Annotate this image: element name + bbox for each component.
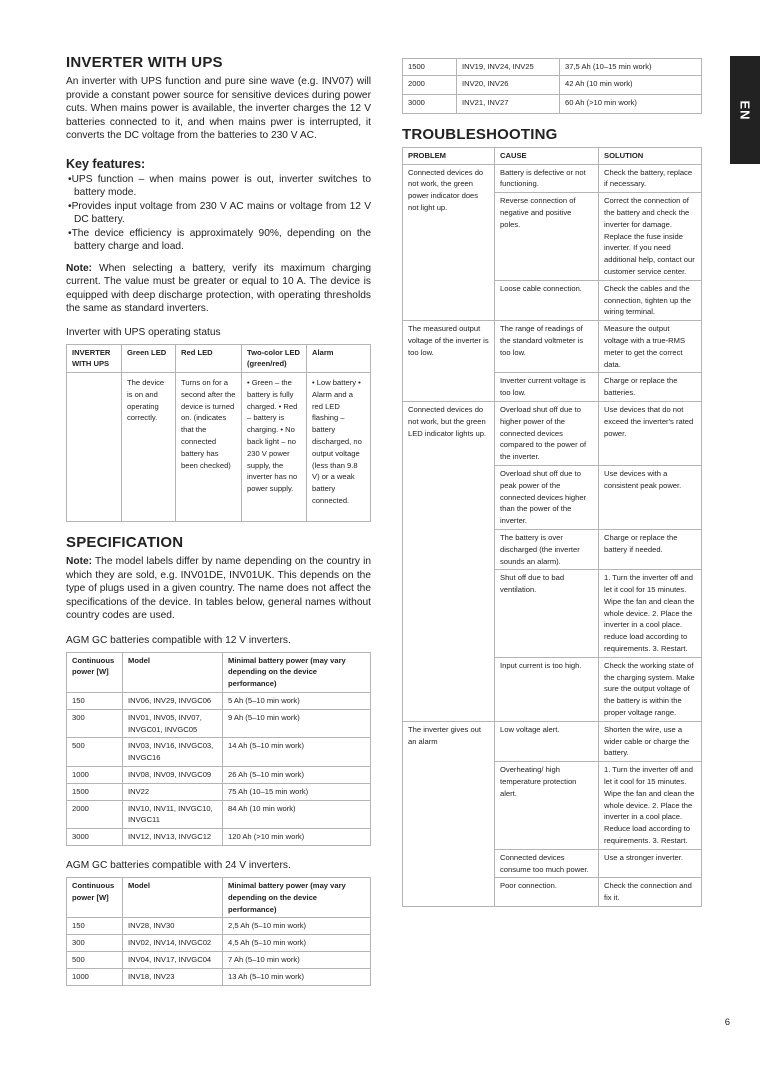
feature-item: • UPS function – when mains power is out, inverter switches to battery mode. <box>66 173 371 200</box>
table-cell: INV10, INV11, INVGC10, INVGC11 <box>123 800 223 829</box>
table-cell: 2,5 Ah (5–10 min work) <box>223 918 371 935</box>
table-row <box>67 692 371 709</box>
features-list <box>66 173 371 254</box>
left-column <box>66 54 371 986</box>
header-cell: Alarm <box>307 344 371 373</box>
battery-table-12v <box>66 652 371 846</box>
language-label: EN <box>737 99 753 121</box>
table-cell: • Low battery • Alarm and a red LED flashing – battery discharged, no output voltage (less than 9.8 V) or a weak battery connected. <box>307 373 371 522</box>
header-cell: Continuous power [W] <box>67 877 123 917</box>
table-cell: 4,5 Ah (5–10 min work) <box>223 935 371 952</box>
table-header-row <box>67 877 371 917</box>
table-cell <box>67 373 122 522</box>
table-cell: INV03, INV16, INVGC03, INVGC16 <box>123 738 223 767</box>
table-row <box>67 935 371 952</box>
table-cell: INV01, INV05, INV07, INVGC01, INVGC05 <box>123 709 223 738</box>
feature-item: • Provides input voltage from 230 V AC mains or voltage from 12 V DC battery. <box>66 200 371 227</box>
table-cell: 500 <box>67 738 123 767</box>
solution-cell: Check the connection and fix it. <box>599 878 702 907</box>
table-row <box>403 94 702 113</box>
table-header-row <box>403 147 702 164</box>
troubleshooting-table <box>402 147 702 907</box>
table-row <box>67 783 371 800</box>
cause-cell: Battery is defective or not functioning. <box>495 164 599 193</box>
table-cell: 300 <box>67 709 123 738</box>
right-column <box>402 58 702 907</box>
header-cell: SOLUTION <box>599 147 702 164</box>
header-cell: Continuous power [W] <box>67 652 123 692</box>
table-row <box>403 321 702 373</box>
cause-cell: The range of readings of the standard voltmeter is too low. <box>495 321 599 373</box>
table-cell: 37,5 Ah (10–15 min work) <box>560 59 702 76</box>
table-cell: 300 <box>67 935 123 952</box>
table-cell: INV28, INV30 <box>123 918 223 935</box>
specification-title: SPECIFICATION <box>66 534 184 552</box>
table-cell: 120 Ah (>10 min work) <box>223 829 371 846</box>
table-cell: 26 Ah (5–10 min work) <box>223 766 371 783</box>
table-row <box>67 709 371 738</box>
table-cell: 500 <box>67 951 123 968</box>
troubleshooting-title: TROUBLESHOOTING <box>402 125 558 143</box>
table-cell: INV08, INV09, INVGC09 <box>123 766 223 783</box>
table-row <box>403 721 702 761</box>
table-cell: 3000 <box>67 829 123 846</box>
table-row <box>67 373 371 522</box>
header-cell: CAUSE <box>495 147 599 164</box>
table12-caption: AGM GC batteries compatible with 12 V inverters. <box>66 634 291 646</box>
table-row <box>67 738 371 767</box>
table-row <box>403 401 702 465</box>
table-cell: Turns on for a second after the device is turned on. (indicates that the connected battery has been checked) <box>176 373 242 522</box>
header-cell: Red LED <box>176 344 242 373</box>
table-cell: 1000 <box>67 766 123 783</box>
header-cell: Green LED <box>122 344 176 373</box>
note-text: When selecting a battery, verify its maximum charging current. The value must be greater or equal to 10 A. The device is equipped with deep discharge protection, with operating thresholds the same as standard inverters. <box>66 262 371 314</box>
battery-table-24v <box>66 877 371 986</box>
table-row <box>67 918 371 935</box>
table-cell: 5 Ah (5–10 min work) <box>223 692 371 709</box>
table-cell: The device is on and operating correctly. <box>122 373 176 522</box>
solution-cell: Check the battery, replace if necessary. <box>599 164 702 193</box>
table-cell: • Green – the battery is fully charged. • Red – battery is charging. • No back light – no 230 V power supply, the inverter has no power supply. <box>242 373 307 522</box>
cause-cell: Loose cable connection. <box>495 280 599 320</box>
cause-cell: Overheating/ high temperature protection alert. <box>495 762 599 850</box>
table-cell: 84 Ah (10 min work) <box>223 800 371 829</box>
cause-cell: The battery is over discharged (the inverter sounds an alarm). <box>495 529 599 569</box>
table-cell: 1500 <box>67 783 123 800</box>
solution-cell: Use devices that do not exceed the inverter's rated power. <box>599 401 702 465</box>
table-row <box>403 59 702 76</box>
table-header-row <box>67 652 371 692</box>
header-cell: Model <box>123 877 223 917</box>
table-header-row <box>67 344 371 373</box>
table-cell: 150 <box>67 918 123 935</box>
cause-cell: Connected devices consume too much power. <box>495 849 599 878</box>
solution-cell: 1. Turn the inverter off and let it cool for 15 minutes. Wipe the fan and clean the whole device. 2. Place the inverter in a cool place. Reduce load according to requirements. 3. Restart. <box>599 762 702 850</box>
table-cell: 60 Ah (>10 min work) <box>560 94 702 113</box>
cause-cell: Poor connection. <box>495 878 599 907</box>
language-tab <box>730 56 760 164</box>
table-cell: INV19, INV24, INV25 <box>457 59 560 76</box>
status-caption: Inverter with UPS operating status <box>66 326 221 338</box>
table-cell: 150 <box>67 692 123 709</box>
problem-cell: Connected devices do not work, but the green LED indicator lights up. <box>403 401 495 721</box>
cause-cell: Overload shut off due to higher power of the connected devices compared to the power of the inverter. <box>495 401 599 465</box>
battery-table-24v-continued <box>402 58 702 114</box>
table-cell: INV06, INV29, INVGC06 <box>123 692 223 709</box>
solution-cell: Use a stronger inverter. <box>599 849 702 878</box>
solution-cell: Charge or replace the battery if needed. <box>599 529 702 569</box>
table-cell: 1000 <box>67 968 123 985</box>
header-cell: Minimal battery power (may vary depending on the device performance) <box>223 652 371 692</box>
inverter-ups-title: INVERTER WITH UPS <box>66 54 223 71</box>
feature-item: • The device efficiency is approximately 90%, depending on the battery charge and load. <box>66 227 371 254</box>
table-cell: 9 Ah (5–10 min work) <box>223 709 371 738</box>
page-number: 6 <box>724 1017 730 1028</box>
note-text: The model labels differ by name depending on the country in which they are sold, e.g. INV01DE, INV01UK. This depends on the type of plugs used in a given country. The name does not affect the specifications of the device. In tables below, general names without country codes are used. <box>66 556 371 622</box>
cause-cell: Reverse connection of negative and positive poles. <box>495 193 599 281</box>
table-row <box>67 766 371 783</box>
table-cell: 75 Ah (10–15 min work) <box>223 783 371 800</box>
cause-cell: Low voltage alert. <box>495 721 599 761</box>
solution-cell: Check the working state of the charging system. Make sure the output voltage of the battery is within the proper voltage range. <box>599 657 702 721</box>
table-cell: 42 Ah (10 min work) <box>560 75 702 94</box>
header-cell: Minimal battery power (may vary depending on the device performance) <box>223 877 371 917</box>
table-row <box>67 968 371 985</box>
problem-cell: The inverter gives out an alarm <box>403 721 495 906</box>
problem-cell: The measured output voltage of the inverter is too low. <box>403 321 495 402</box>
solution-cell: Correct the connection of the battery and check the inverter for damage. Replace the fuse inside inverter. If you need additional help, contact our customer service center. <box>599 193 702 281</box>
cause-cell: Shut off due to bad ventilation. <box>495 570 599 658</box>
table-cell: 7 Ah (5–10 min work) <box>223 951 371 968</box>
table-row <box>403 164 702 193</box>
solution-cell: 1. Turn the inverter off and let it cool for 15 minutes. Wipe the fan and clean the whole device. 2. Place the inverter in a cool place. reduce load according to requirements. 3. Restart. <box>599 570 702 658</box>
spec-note <box>66 555 371 623</box>
table-cell: 2000 <box>67 800 123 829</box>
table-cell: INV22 <box>123 783 223 800</box>
header-cell: PROBLEM <box>403 147 495 164</box>
inverter-ups-intro: An inverter with UPS function and pure sine wave (e.g. INV07) will provide a constant power source for sensitive devices during power cuts. When mains power is available, the inverter charges the 12 V batteries connected to it, and when mains pwer is interrupted, it converts the DC voltage from the batteries to 230 V AC. <box>66 76 371 141</box>
cause-cell: Input current is too high. <box>495 657 599 721</box>
problem-cell: Connected devices do not work, the green power indicator does not light up. <box>403 164 495 321</box>
table-cell: INV04, INV17, INVGC04 <box>123 951 223 968</box>
table-row <box>67 829 371 846</box>
battery-note <box>66 262 371 316</box>
table-row <box>67 951 371 968</box>
cause-cell: Overload shut off due to peak power of the connected devices higher than the power of the inverter. <box>495 465 599 529</box>
solution-cell: Charge or replace the batteries. <box>599 373 702 402</box>
solution-cell: Use devices with a consistent peak power. <box>599 465 702 529</box>
table-cell: 14 Ah (5–10 min work) <box>223 738 371 767</box>
table-row <box>67 800 371 829</box>
cause-cell: Inverter current voltage is too low. <box>495 373 599 402</box>
solution-cell: Measure the output voltage with a true-RMS meter to get the correct data. <box>599 321 702 373</box>
table-cell: 13 Ah (5–10 min work) <box>223 968 371 985</box>
note-label: Note: <box>66 556 93 568</box>
table-row <box>403 75 702 94</box>
solution-cell: Check the cables and the connection, tighten up the wiring terminal. <box>599 280 702 320</box>
table-cell: INV02, INV14, INVGC02 <box>123 935 223 952</box>
table-cell: INV12, INV13, INVGC12 <box>123 829 223 846</box>
table-cell: INV21, INV27 <box>457 94 560 113</box>
key-features-title: Key features: <box>66 156 146 171</box>
table-cell: 3000 <box>403 94 457 113</box>
status-table <box>66 344 371 523</box>
header-cell: Model <box>123 652 223 692</box>
table-cell: 1500 <box>403 59 457 76</box>
table24-caption: AGM GC batteries compatible with 24 V inverters. <box>66 859 291 871</box>
header-cell: INVERTER WITH UPS <box>67 344 122 373</box>
header-cell: Two-color LED (green/red) <box>242 344 307 373</box>
table-cell: INV20, INV26 <box>457 75 560 94</box>
solution-cell: Shorten the wire, use a wider cable or charge the battery. <box>599 721 702 761</box>
table-cell: 2000 <box>403 75 457 94</box>
table-cell: INV18, INV23 <box>123 968 223 985</box>
note-label: Note: <box>66 262 93 274</box>
